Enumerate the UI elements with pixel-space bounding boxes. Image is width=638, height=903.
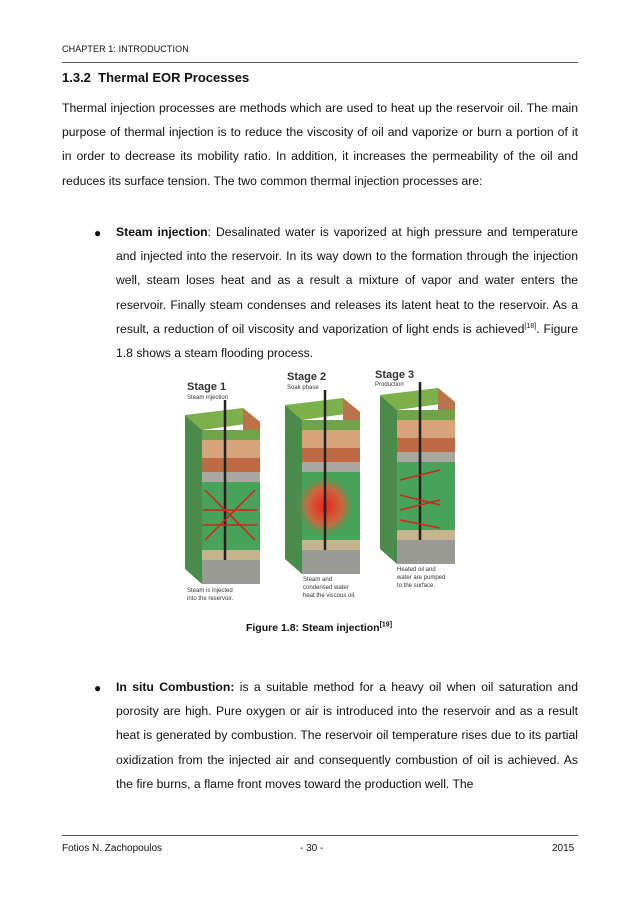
- stage-1-block: [185, 400, 260, 584]
- footer-rule: [62, 835, 578, 836]
- stage-3-subtitle: Production: [375, 382, 404, 388]
- stage-1-title: Stage 1: [187, 381, 227, 393]
- stage-3-note-line-2: water are pumped: [397, 575, 446, 581]
- stage-2-note-line-1: Steam and: [303, 577, 333, 583]
- stage-1-note-line-1: Steam is injected: [187, 588, 233, 594]
- running-header: CHAPTER 1: INTRODUCTION: [62, 44, 189, 54]
- figure-caption: [0, 622, 638, 634]
- bullet-dot-2: ●: [94, 681, 102, 695]
- footer-year: 2015: [552, 843, 575, 854]
- stage-3-note-line-1: Heated oil and: [397, 567, 436, 573]
- header-rule: [62, 62, 578, 63]
- bullet-dot-1: ●: [94, 226, 102, 240]
- bullet-term: In situ Combustion:: [116, 680, 235, 694]
- bullet-body: Desalinated water is vaporized at high pressure and temperature and injected into the reservoir. In its way down to the formation through the injection well, steam loses heat and as a result a mixture of vapor and water enters the reservoir. Finally steam condenses and releases its latent heat to the reservoir. As a result, a reduction of oil viscosity and vaporization of light ends is achieved: [116, 225, 578, 336]
- intro-text: Thermal injection processes are methods which are used to heat up the reservoir oil. The main purpose of thermal injection is to reduce the viscosity of oil and vaporize or burn a portion of it in order to decrease its mobility ratio. In addition, it increases the permeability of the oil and reduces its surface tension. The two common thermal injection processes are:: [62, 101, 578, 188]
- bullet-steam-injection: [116, 220, 578, 365]
- figure-caption-ref: [19]: [379, 621, 393, 629]
- stage-2-title: Stage 2: [287, 371, 327, 383]
- bullet-after: . Figure 1.8 shows a steam flooding process.: [116, 321, 578, 361]
- stage-3-block: [380, 382, 455, 564]
- section-heading: [62, 70, 249, 85]
- section-number: 1.3.2: [62, 70, 91, 85]
- intro-paragraph: [62, 96, 578, 193]
- footer-author: Fotios N. Zachopoulos: [62, 843, 163, 854]
- section-title: Thermal EOR Processes: [98, 70, 250, 85]
- citation-ref: [18]: [524, 322, 537, 330]
- bullet-in-situ-combustion: [116, 675, 578, 796]
- stage-1-subtitle: Steam injection: [187, 395, 229, 401]
- bullet-term: Steam injection: [116, 225, 208, 239]
- stage-3-note-line-3: to the surface.: [397, 583, 436, 589]
- steam-injection-figure: [175, 370, 465, 605]
- stage-2-note-line-3: heat the viscous oil.: [303, 593, 356, 599]
- footer-page-number: - 30 -: [300, 843, 324, 854]
- bullet-body: is a suitable method for a heavy oil when oil saturation and porosity are high. Pure oxygen or air is introduced into the reservoir and as a result heat is generated by combustion. The reservoir oil temperature rises due to its partial oxidization from the injected air and consequently combustion of oil is achieved. As the fire burns, a flame front moves toward the production well. The: [116, 680, 578, 791]
- stage-3-title: Stage 3: [375, 370, 415, 381]
- stage-2-subtitle: Soak phase: [287, 385, 319, 391]
- stage-1-note-line-2: into the reservoir.: [187, 596, 234, 602]
- figure-caption-text: Figure 1.8: Steam injection: [245, 622, 380, 634]
- stage-2-note-line-2: condensed water: [303, 585, 349, 591]
- bullet-sep: :: [207, 225, 212, 239]
- stage-2-block: [285, 390, 360, 574]
